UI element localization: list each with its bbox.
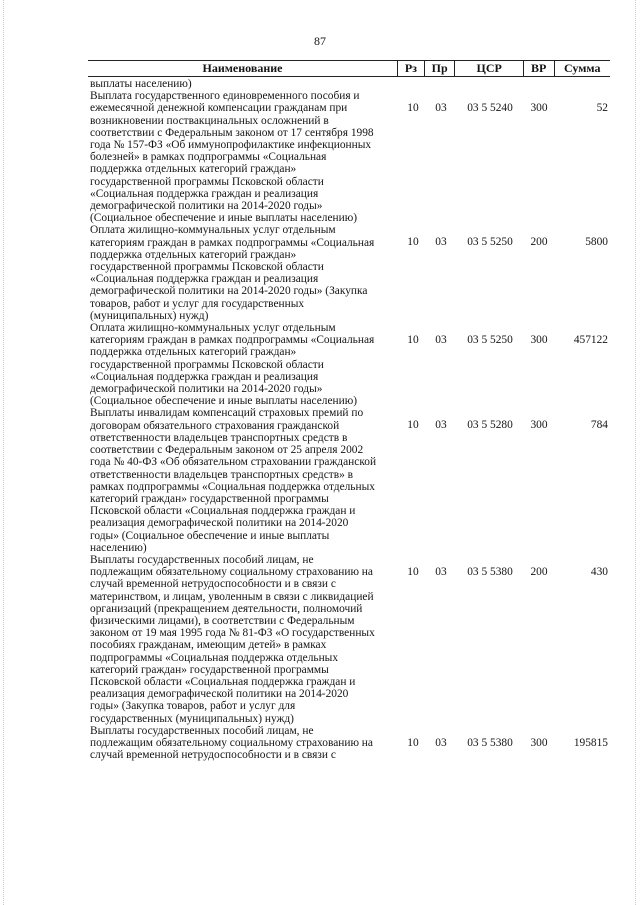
row-name-line: Выплаты государственных пособий лицам, не: [90, 724, 314, 737]
row-pr: 03: [435, 102, 447, 115]
row-pr: 03: [435, 565, 447, 578]
row-sum: 195815: [573, 736, 608, 749]
row-name-line: государственной программы Псковской области: [90, 175, 324, 188]
continuation-text: выплаты населению): [90, 78, 192, 90]
row-name: [88, 322, 400, 407]
row-name-line: организаций (прекращением деятельности, полномочий: [90, 602, 363, 615]
scan-edge-left: [3, 0, 5, 905]
table-header: [88, 60, 610, 77]
scan-edge-right: [635, 0, 637, 905]
row-name-line: случай временной нетрудоспособности и в связи с: [90, 749, 336, 762]
row-pr: 03: [435, 236, 447, 249]
row-vr: 300: [530, 102, 548, 115]
row-vr: 300: [530, 736, 548, 749]
row-pr: 03: [435, 736, 447, 749]
header-sum: Сумма: [564, 61, 601, 75]
row-name-line: Оплата жилищно-коммунальных услуг отдельным: [90, 224, 336, 237]
row-name-line: Псковской области «Социальная поддержка граждан и: [90, 505, 356, 518]
row-vr: 300: [530, 419, 548, 432]
row-name-line: категориям граждан в рамках подпрограммы «Социальная: [90, 236, 375, 249]
row-name: [88, 554, 400, 725]
row-name-line: (муниципальных) нужд): [90, 309, 209, 322]
row-name-line: Оплата жилищно-коммунальных услуг отдельным: [90, 322, 336, 335]
row-name-line: «Социальная поддержка граждан и реализация: [90, 273, 319, 286]
row-name-line: Выплата государственного единовременного пособия и: [90, 90, 360, 103]
row-name-line: года № 40-ФЗ «Об обязательном страховании гражданской: [90, 456, 377, 469]
row-name-line: (Социальное обеспечение и иные выплаты населению): [90, 395, 358, 408]
row-name-line: договорам обязательного страхования гражданской: [90, 419, 340, 432]
row-csr: 03 5 5380: [467, 736, 513, 749]
row-name-line: категорий граждан» государственной программы: [90, 663, 329, 676]
row-rz: 10: [407, 334, 419, 347]
row-sum: 784: [590, 419, 608, 432]
row-name-line: реализация демографической политики на 2014-2020: [90, 688, 349, 701]
row-name-line: ответственности владельцев транспортных средств в: [90, 431, 348, 444]
row-name-line: года № 157-ФЗ «Об иммунопрофилактике инфекционных: [90, 139, 372, 152]
row-name-line: категориям граждан в рамках подпрограммы «Социальная: [90, 334, 375, 347]
row-csr: 03 5 5380: [467, 565, 513, 578]
row-name-line: соответствии с Федеральным законом от 25 апреля 2002: [90, 444, 364, 457]
row-name-line: болезней» в рамках подпрограммы «Социальная: [90, 151, 327, 164]
row-vr: 200: [530, 565, 548, 578]
row-name-line: государственной программы Псковской области: [90, 358, 324, 371]
table-row: [88, 224, 610, 322]
row-rz: 10: [407, 736, 419, 749]
row-rz: 10: [407, 236, 419, 249]
table-row: [88, 322, 610, 407]
row-name-line: государственных (муниципальных) нужд): [90, 712, 294, 725]
row-rz: 10: [407, 565, 419, 578]
row-csr: 03 5 5250: [467, 334, 513, 347]
row-vr: 200: [530, 236, 548, 249]
row-sum: 52: [596, 102, 608, 115]
header-vr: ВР: [524, 61, 555, 76]
row-name-line: поддержка отдельных категорий граждан»: [90, 346, 297, 359]
row-name-line: пособиях гражданам, имеющим детей» в рамках: [90, 639, 327, 652]
row-name-line: Выплаты государственных пособий лицам, не: [90, 553, 314, 566]
row-name-line: демографической политики на 2014-2020 годы»: [90, 383, 323, 396]
row-sum: 5800: [585, 236, 608, 249]
row-name-line: Выплаты инвалидам компенсаций страховых премий по: [90, 407, 364, 420]
row-name-line: соответствии с Федеральным законом от 17 сентября 1998: [90, 126, 374, 139]
table-row: [88, 407, 610, 553]
row-name-line: возникновении поствакцинальных осложнений в: [90, 114, 329, 127]
row-sum: 457122: [573, 334, 608, 347]
row-sum: 430: [590, 565, 608, 578]
table-body: [88, 90, 610, 761]
row-pr: 03: [435, 334, 447, 347]
row-name-line: населению): [90, 541, 147, 554]
row-name-line: годы» (Закупка товаров, работ и услуг для: [90, 700, 296, 713]
row-vr: 300: [530, 334, 548, 347]
budget-table: [88, 60, 610, 761]
header-name: Наименование: [88, 61, 398, 76]
row-csr: 03 5 5240: [467, 102, 513, 115]
row-name-line: «Социальная поддержка граждан и реализация: [90, 370, 319, 383]
row-name-line: реализация демографической политики на 2014-2020: [90, 517, 349, 530]
row-name-line: рамках подпрограммы «Социальная поддержка отдельных: [90, 480, 375, 493]
row-name-line: «Социальная поддержка граждан и реализация: [90, 187, 319, 200]
row-pr: 03: [435, 419, 447, 432]
table-row: [88, 725, 610, 762]
row-name: [88, 725, 400, 762]
row-name-line: случай временной нетрудоспособности и в связи с: [90, 578, 336, 591]
row-csr: 03 5 5280: [467, 419, 513, 432]
row-name-line: Псковской области «Социальная поддержка граждан и: [90, 675, 356, 688]
row-csr: 03 5 5250: [467, 236, 513, 249]
row-name-line: (Социальное обеспечение и иные выплаты населению): [90, 212, 358, 225]
row-name-line: демографической политики на 2014-2020 годы»: [90, 200, 323, 213]
row-name: [88, 407, 400, 553]
header-pr: Пр: [425, 61, 456, 76]
row-name-line: ежемесячной денежной компенсации гражданам при: [90, 102, 348, 115]
row-name-line: подлежащим обязательному социальному страхованию на: [90, 736, 373, 749]
row-name-line: физическими лицами), в соответствии с Федеральным: [90, 614, 355, 627]
header-rz: Рз: [398, 61, 425, 76]
row-rz: 10: [407, 419, 419, 432]
table-row: [88, 90, 610, 224]
row-name-line: подпрограммы «Социальная поддержка отдельных: [90, 651, 339, 664]
row-name-line: товаров, работ и услуг для государственных: [90, 297, 305, 310]
row-name: [88, 224, 400, 322]
row-name-line: подлежащим обязательному социальному страхованию на: [90, 566, 373, 579]
row-name-line: годы» (Социальное обеспечение и иные выплаты: [90, 529, 330, 542]
row-name-line: категорий граждан» государственной программы: [90, 492, 329, 505]
row-name-line: поддержка отдельных категорий граждан»: [90, 163, 297, 176]
row-name-line: государственной программы Псковской области: [90, 261, 324, 274]
row-rz: 10: [407, 102, 419, 115]
row-name-line: поддержка отдельных категорий граждан»: [90, 248, 297, 261]
row-name-line: материнством, и лицам, уволенным в связи с ликвидацией: [90, 590, 374, 603]
page-number: 87: [314, 34, 326, 48]
row-name-line: законом от 19 мая 1995 года № 81-ФЗ «О государственных: [90, 627, 375, 640]
row-name-line: ответственности владельцев транспортных средств» в: [90, 468, 354, 481]
row-name: [88, 90, 400, 224]
header-csr: ЦСР: [455, 61, 523, 76]
table-row: [88, 554, 610, 725]
row-name-line: демографической политики на 2014-2020 годы» (Закупка: [90, 285, 368, 298]
